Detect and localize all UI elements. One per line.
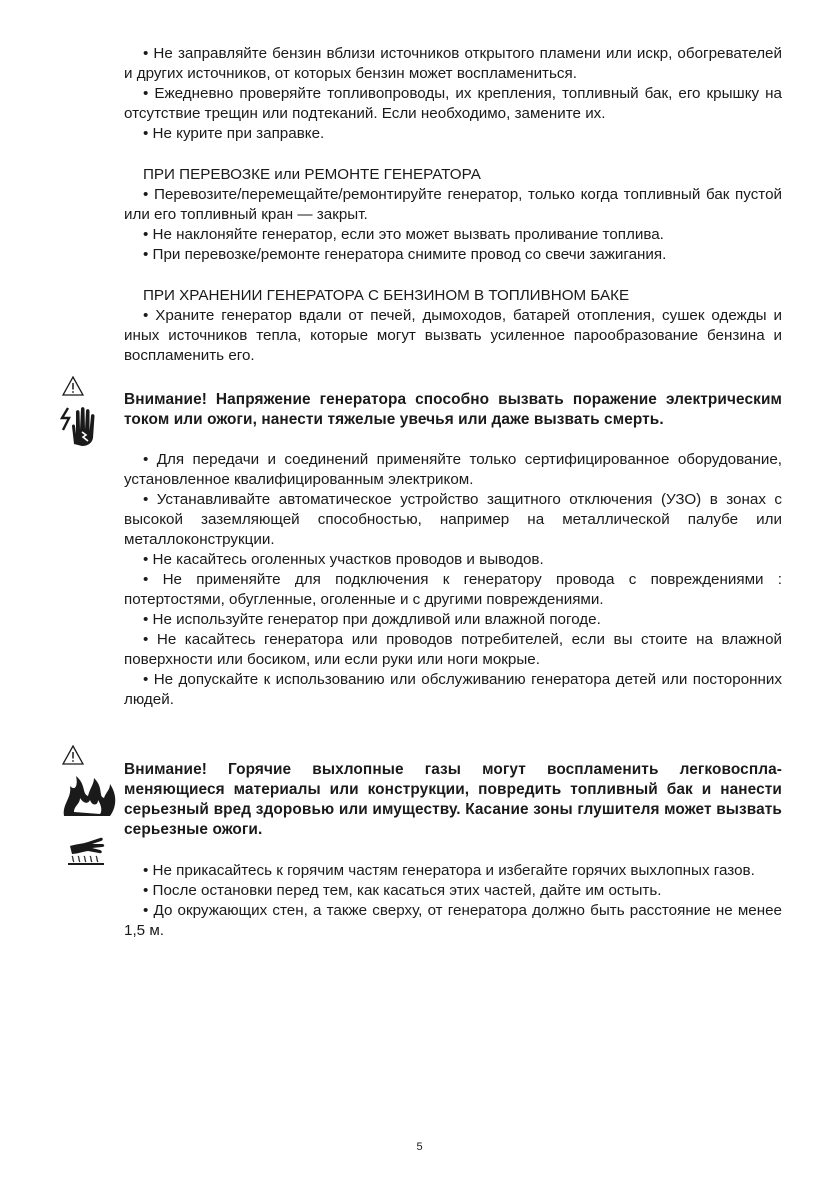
exhaust-item: • После остановки перед тем, как касаться этих частей, дайте им остыть. bbox=[143, 882, 662, 899]
exhaust-warning-section bbox=[124, 760, 782, 941]
exhaust-warning-text: Внимание! Горячие выхлопные газы могут воспламенить легковоспла-меняющиеся материалы или конструкции, повредить топливный бак и нанести серьезный вред здоровью или имуществу. Касание зоны глушителя может вызвать серьезные ожоги. bbox=[124, 761, 782, 838]
electric-item: • Не касайтесь генератора или проводов потребителей, если вы стоите на влажной поверхности или босиком, или если руки или ноги мокрые. bbox=[124, 631, 782, 668]
page-number: 5 bbox=[416, 1141, 423, 1153]
storage-item: • Храните генератор вдали от печей, дымоходов, батарей отопления, сушек одежды и иных источников тепла, которые могут вызвать усиленное парообразование бензина и воспламенить его. bbox=[124, 307, 782, 364]
hot-surface-hand-icon bbox=[66, 832, 106, 871]
transport-item: • При перевозке/ремонте генератора снимите провод со свечи зажигания. bbox=[143, 246, 667, 263]
transport-item: • Перевозите/перемещайте/ремонтируйте генератор, только когда топливный бак пустой или его топливный кран — закрыт. bbox=[124, 186, 782, 223]
exhaust-item: • До окружающих стен, а также сверху, от генератора должно быть расстояние не менее 1,5 м. bbox=[124, 902, 782, 939]
electric-item: • Не допускайте к использованию или обслуживанию генератора детей или посторонних людей. bbox=[124, 671, 782, 708]
fuel-item: • Не курите при заправке. bbox=[143, 125, 325, 142]
electric-warning-text: Внимание! Напряжение генератора способно вызвать поражение электрическим током или ожоги, нанести тяжелые увечья или даже вызвать смерть. bbox=[124, 391, 782, 428]
exhaust-item: • Не прикасайтесь к горячим частям генератора и избегайте горячих выхлопных газов. bbox=[143, 862, 755, 879]
warning-triangle-icon bbox=[62, 745, 84, 770]
fire-icon bbox=[60, 774, 120, 823]
fuel-item: • Не заправляйте бензин вблизи источников открытого пламени или искр, обогревателей и других источников, от которых бензин может воспламениться. bbox=[124, 45, 782, 82]
warning-triangle-icon bbox=[62, 376, 84, 401]
electric-item: • Не применяйте для подключения к генератору провода с повреждениями : потертостями, обугленные, оголенные и с другими повреждениями. bbox=[124, 571, 782, 608]
fuel-section bbox=[124, 44, 782, 366]
transport-heading: ПРИ ПЕРЕВОЗКЕ или РЕМОНТЕ ГЕНЕРАТОРА bbox=[143, 166, 481, 183]
storage-heading: ПРИ ХРАНЕНИИ ГЕНЕРАТОРА С БЕНЗИНОМ В ТОПЛИВНОМ БАКЕ bbox=[143, 287, 630, 304]
electric-shock-hand-icon bbox=[58, 404, 102, 453]
electric-item: • Не касайтесь оголенных участков проводов и выводов. bbox=[143, 551, 544, 568]
electric-warning-section bbox=[124, 390, 782, 710]
transport-item: • Не наклоняйте генератор, если это может вызвать проливание топлива. bbox=[143, 226, 664, 243]
electric-item: • Для передачи и соединений применяйте только сертифицированное оборудование, установленное квалифицированным электриком. bbox=[124, 451, 782, 488]
fuel-item: • Ежедневно проверяйте топливопроводы, их крепления, топливный бак, его крышку на отсутствие трещин или подтеканий. Если необходимо, замените их. bbox=[124, 85, 782, 122]
electric-item: • Устанавливайте автоматическое устройство защитного отключения (УЗО) в зонах с высокой заземляющей способностью, например на металлической палубе или металлоконструкции. bbox=[124, 491, 782, 548]
electric-item: • Не используйте генератор при дождливой или влажной погоде. bbox=[143, 611, 601, 628]
